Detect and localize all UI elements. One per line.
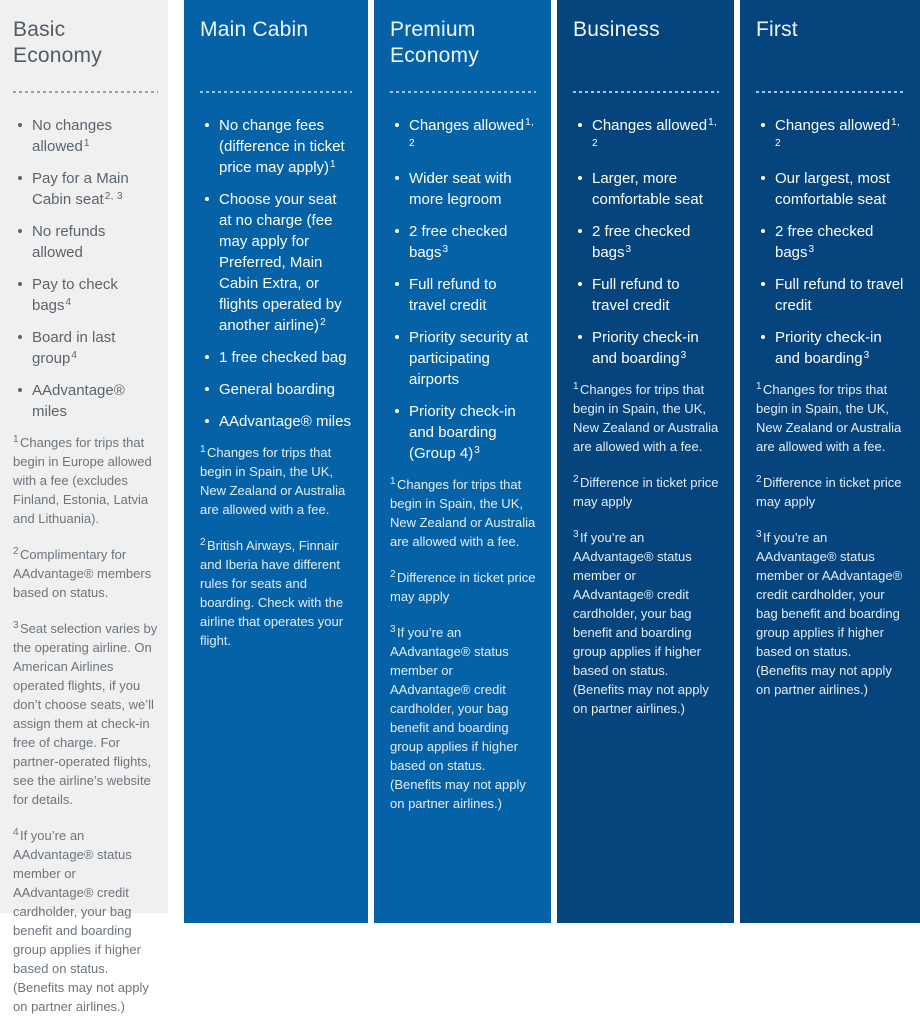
bullet-dot-icon: [205, 197, 209, 201]
bullet-dot-icon: [761, 335, 765, 339]
benefit-item: [390, 115, 536, 157]
footnote: [573, 528, 719, 718]
benefit-text: General boarding: [219, 381, 335, 398]
footnote-text: British Airways, Finnair and Iberia have different rules for seats and boarding. Check with the airline that operates your flight.: [200, 538, 344, 648]
footnote-text: If you’re an AAdvantage® status member or AAdvantage® credit cardholder, your bag benefit and boarding group applies if higher based on status. (Benefits may not apply on partner airlines.): [390, 625, 526, 811]
bullet-dot-icon: [395, 123, 399, 127]
footnote-marker: 3: [808, 244, 815, 255]
footnote-marker: 4: [13, 827, 19, 838]
benefit-list: [13, 107, 158, 422]
benefit-item: [756, 168, 905, 210]
benefit-text: Full refund to travel credit: [592, 276, 680, 314]
footnote-marker: 1: [390, 476, 396, 487]
benefit-item: [573, 168, 719, 210]
bullet-dot-icon: [578, 176, 582, 180]
footnote-marker: 1, 2: [409, 117, 535, 149]
bullet-dot-icon: [578, 123, 582, 127]
footnote-text: Complimentary for AAdvantage® members based on status.: [13, 547, 152, 600]
bullet-dot-icon: [578, 229, 582, 233]
footnote: [13, 433, 158, 528]
column-header: [756, 17, 905, 91]
benefit-text: 2 free checked bags$^3$: [592, 223, 691, 261]
dashed-divider: [756, 91, 905, 93]
benefit-text: AAdvantage® miles: [219, 413, 351, 430]
benefit-item: [390, 327, 536, 390]
bullet-dot-icon: [395, 335, 399, 339]
benefit-item: [200, 347, 352, 368]
benefit-text: Changes allowed$^{1, 2}$: [592, 117, 718, 149]
footnote-marker: 3: [390, 624, 396, 635]
footnote-text: Difference in ticket price may apply: [573, 475, 719, 509]
benefit-text: Pay for a Main Cabin seat$^{2, 3}$: [32, 170, 129, 208]
benefit-item: [13, 274, 158, 316]
footnote-marker: 2: [390, 569, 396, 580]
footnote: [756, 473, 905, 511]
bullet-dot-icon: [18, 335, 22, 339]
benefit-item: [756, 221, 905, 263]
footnote: [13, 826, 158, 1016]
benefit-text: Changes allowed$^{1, 2}$: [775, 117, 901, 149]
benefit-item: [13, 168, 158, 210]
benefit-item: [13, 327, 158, 369]
bullet-dot-icon: [761, 176, 765, 180]
benefit-text: Pay to check bags$^4$: [32, 276, 118, 314]
benefit-text: Full refund to travel credit: [409, 276, 497, 314]
footnote: [390, 623, 536, 813]
benefit-text: Wider seat with more legroom: [409, 170, 512, 208]
benefit-text: Priority check-in and boarding (Group 4)$^3$: [409, 403, 516, 462]
footnote-marker: 1: [13, 434, 19, 445]
footnote-text: Changes for trips that begin in Spain, the UK, New Zealand or Australia are allowed with a fee.: [573, 382, 719, 454]
footnote: [390, 568, 536, 606]
benefit-text: No refunds allowed: [32, 223, 106, 261]
bullet-dot-icon: [395, 282, 399, 286]
footnote-text: Changes for trips that begin in Spain, the UK, New Zealand or Australia are allowed with a fee.: [200, 445, 346, 517]
benefit-item: [390, 401, 536, 464]
footnote: [573, 473, 719, 511]
footnote: [200, 536, 352, 650]
benefit-item: [13, 221, 158, 263]
benefit-list: [756, 107, 905, 369]
footnote-text: Difference in ticket price may apply: [756, 475, 902, 509]
footnote-marker: 4: [65, 297, 72, 308]
footnote-marker: 3: [474, 445, 481, 456]
benefit-item: [573, 327, 719, 369]
footnote-marker: 3: [756, 529, 762, 540]
benefit-item: [390, 221, 536, 263]
footnote-marker: 2: [573, 474, 579, 485]
fare-column-first: [740, 0, 920, 923]
column-title: First: [756, 18, 798, 41]
column-title: Basic Economy: [13, 18, 102, 67]
footnote: [13, 545, 158, 602]
benefit-item: [756, 327, 905, 369]
column-title: Main Cabin: [200, 18, 309, 41]
bullet-dot-icon: [205, 355, 209, 359]
benefit-item: [200, 411, 352, 432]
benefit-item: [13, 115, 158, 157]
column-title: Premium Economy: [390, 18, 479, 67]
footnote-marker: 1: [756, 381, 762, 392]
fare-column-main-cabin: [184, 0, 368, 923]
footnote-text: Changes for trips that begin in Europe allowed with a fee (excludes Finland, Estonia, Latvia and Lithuania).: [13, 435, 152, 526]
benefit-text: Priority check-in and boarding$^3$: [592, 329, 699, 367]
bullet-dot-icon: [18, 176, 22, 180]
benefit-item: [390, 274, 536, 316]
benefit-item: [200, 115, 352, 178]
fare-column-premium-economy: [374, 0, 551, 923]
footnote: [13, 619, 158, 809]
benefit-text: 2 free checked bags$^3$: [775, 223, 874, 261]
fare-column-business: [557, 0, 734, 923]
footnote-list: [573, 380, 719, 718]
benefit-item: [756, 115, 905, 157]
footnote: [756, 528, 905, 699]
column-header: [13, 17, 158, 91]
footnote-marker: 1: [200, 444, 206, 455]
bullet-dot-icon: [205, 387, 209, 391]
benefit-list: [200, 107, 352, 432]
footnote-list: [756, 380, 905, 699]
footnote-marker: 1, 2: [775, 117, 901, 149]
footnote-list: [200, 443, 352, 650]
dashed-divider: [200, 91, 352, 93]
bullet-dot-icon: [395, 409, 399, 413]
bullet-dot-icon: [18, 388, 22, 392]
footnote-marker: 3: [863, 350, 870, 361]
footnote-text: Difference in ticket price may apply: [390, 570, 536, 604]
benefit-text: Priority security at participating airports: [409, 329, 529, 388]
dashed-divider: [390, 91, 536, 93]
footnote: [390, 475, 536, 551]
footnote-marker: 2: [756, 474, 762, 485]
footnote-list: [390, 475, 536, 813]
bullet-dot-icon: [395, 176, 399, 180]
footnote: [756, 380, 905, 456]
benefit-text: Our largest, most comfortable seat: [775, 170, 891, 208]
footnote-list: [13, 433, 158, 1016]
footnote-marker: 3: [625, 244, 632, 255]
bullet-dot-icon: [18, 123, 22, 127]
bullet-dot-icon: [578, 282, 582, 286]
bullet-dot-icon: [761, 282, 765, 286]
dashed-divider: [13, 91, 158, 93]
footnote-marker: 3: [680, 350, 687, 361]
footnote-text: If you’re an AAdvantage® status member or AAdvantage® credit cardholder, your bag benefit and boarding group applies if higher based on status. (Benefits may not apply on partner airlines.): [13, 828, 149, 1014]
bullet-dot-icon: [578, 335, 582, 339]
footnote-marker: 1: [330, 159, 337, 170]
footnote-marker: 2: [200, 537, 206, 548]
benefit-text: Board in last group$^4$: [32, 329, 116, 367]
benefit-list: [573, 107, 719, 369]
benefit-item: [13, 380, 158, 422]
footnote-marker: 2: [13, 546, 19, 557]
benefit-text: Choose your seat at no charge (fee may apply for Preferred, Main Cabin Extra, or flights operated by another airline)$^2$: [219, 191, 342, 334]
footnote-marker: 1: [573, 381, 579, 392]
benefit-list: [390, 107, 536, 464]
benefit-item: [756, 274, 905, 316]
footnote-marker: 4: [71, 350, 78, 361]
footnote-marker: 3: [573, 529, 579, 540]
benefit-text: Full refund to travel credit: [775, 276, 904, 314]
benefit-item: [573, 115, 719, 157]
fare-column-basic-economy: [0, 0, 168, 1014]
bullet-dot-icon: [761, 229, 765, 233]
footnote-text: Seat selection varies by the operating airline. On American Airlines operated flights, if you don’t choose seats, we’ll assign them at check-in free of charge. For partner-operated flights, see the airline’s website for details.: [13, 621, 158, 807]
benefit-item: [573, 221, 719, 263]
footnote-marker: 2, 3: [104, 191, 123, 202]
bullet-dot-icon: [205, 419, 209, 423]
footnote-text: Changes for trips that begin in Spain, the UK, New Zealand or Australia are allowed with a fee.: [756, 382, 902, 454]
benefit-item: [200, 379, 352, 400]
bullet-dot-icon: [18, 229, 22, 233]
column-header: [573, 17, 719, 91]
footnote-marker: 2: [320, 317, 327, 328]
benefit-item: [573, 274, 719, 316]
footnote: [200, 443, 352, 519]
footnote-marker: 3: [442, 244, 449, 255]
column-header: [390, 17, 536, 91]
dashed-divider: [573, 91, 719, 93]
footnote-marker: 3: [13, 620, 19, 631]
benefit-item: [200, 189, 352, 336]
footnote-text: If you’re an AAdvantage® status member or AAdvantage® credit cardholder, your bag benefit and boarding group applies if higher based on status. (Benefits may not apply on partner airlines.): [573, 530, 709, 716]
benefit-text: No changes allowed$^1$: [32, 117, 113, 155]
footnote-marker: 1, 2: [592, 117, 718, 149]
benefit-text: 1 free checked bag: [219, 349, 347, 366]
footnote-text: Changes for trips that begin in Spain, the UK, New Zealand or Australia are allowed with a fee.: [390, 477, 536, 549]
benefit-text: AAdvantage® miles: [32, 382, 125, 420]
footnote-marker: 1: [83, 138, 90, 149]
column-title: Business: [573, 18, 660, 41]
bullet-dot-icon: [205, 123, 209, 127]
bullet-dot-icon: [395, 229, 399, 233]
footnote: [573, 380, 719, 456]
benefit-text: 2 free checked bags$^3$: [409, 223, 508, 261]
benefit-text: Larger, more comfortable seat: [592, 170, 703, 208]
benefit-text: Priority check-in and boarding$^3$: [775, 329, 882, 367]
column-header: [200, 17, 352, 91]
benefit-text: No change fees (difference in ticket price may apply)$^1$: [219, 117, 345, 176]
bullet-dot-icon: [761, 123, 765, 127]
footnote-text: If you’re an AAdvantage® status member or AAdvantage® credit cardholder, your bag benefit and boarding group applies if higher based on status. (Benefits may not apply on partner airlines.): [756, 530, 903, 697]
benefit-item: [390, 168, 536, 210]
benefit-text: Changes allowed$^{1, 2}$: [409, 117, 535, 149]
bullet-dot-icon: [18, 282, 22, 286]
